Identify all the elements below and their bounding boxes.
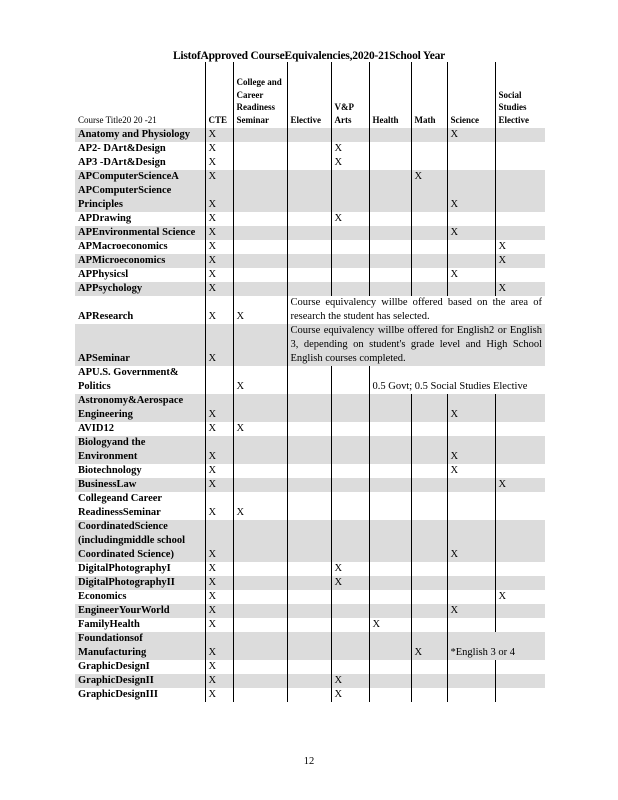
cell-ss xyxy=(495,618,545,632)
cell-math xyxy=(411,590,447,604)
cell-vpa xyxy=(331,282,369,296)
cell-math xyxy=(411,254,447,268)
cell-science: X xyxy=(447,604,495,618)
cell-elective xyxy=(287,688,331,702)
column-header: Math xyxy=(411,62,447,128)
cell-health xyxy=(369,674,411,688)
cell-health xyxy=(369,478,411,492)
cell-vpa xyxy=(331,366,369,394)
course-title: Biotechnology xyxy=(78,465,142,476)
course-title: EngineerYourWorld xyxy=(75,604,205,618)
course-title: CoordinatedScience (includingmiddle school Coordinated Science) xyxy=(75,520,205,562)
table-row xyxy=(75,464,545,478)
cell-health xyxy=(369,422,411,436)
cell-math xyxy=(411,688,447,702)
course-title: DigitalPhotographyI xyxy=(78,563,171,574)
table-row xyxy=(75,632,545,660)
cell-elective xyxy=(287,156,331,170)
cell-ccr xyxy=(233,212,287,226)
cell-sci_note: *English 3 or 4 xyxy=(447,632,545,660)
course-title: APU.S. Government& Politics xyxy=(78,367,179,392)
cell-health xyxy=(369,562,411,576)
cell-health xyxy=(369,212,411,226)
cell-ccr xyxy=(233,660,287,674)
cell-math xyxy=(411,394,447,422)
cell-vpa: X xyxy=(331,212,369,226)
cell-vpa: X xyxy=(331,576,369,590)
column-header: College and Career Readiness Seminar xyxy=(233,62,287,128)
cell-elective xyxy=(287,478,331,492)
cell-cte: X xyxy=(205,478,233,492)
header-row xyxy=(75,62,545,128)
cell-cte: X xyxy=(205,142,233,156)
cell-math xyxy=(411,226,447,240)
course-title: Foundationsof Manufacturing xyxy=(75,632,205,660)
cell-elective xyxy=(287,604,331,618)
cell-cte: X xyxy=(205,632,233,660)
cell-ss xyxy=(495,212,545,226)
cell-science xyxy=(447,422,495,436)
cell-cte: X xyxy=(205,156,233,170)
cell-health xyxy=(369,590,411,604)
cell-health xyxy=(369,128,411,142)
cell-ss xyxy=(495,436,545,464)
cell-ccr: X xyxy=(233,296,287,324)
cell-ccr xyxy=(233,632,287,660)
cell-health xyxy=(369,226,411,240)
cell-ccr xyxy=(233,268,287,282)
cell-vpa: X xyxy=(331,156,369,170)
table-row xyxy=(75,142,545,156)
cell-elective xyxy=(287,520,331,562)
cell-ss xyxy=(495,674,545,688)
cell-science: X xyxy=(447,520,495,562)
table-row xyxy=(75,436,545,464)
table-row xyxy=(75,520,545,562)
cell-vpa: X xyxy=(331,142,369,156)
cell-ss xyxy=(495,156,545,170)
table-row xyxy=(75,170,545,184)
cell-elective xyxy=(287,590,331,604)
column-header: Health xyxy=(369,62,411,128)
table-row xyxy=(75,296,545,324)
column-header: Science xyxy=(447,62,495,128)
course-title: APComputerScience Principles xyxy=(75,184,205,212)
cell-ccr xyxy=(233,324,287,366)
cell-cte: X xyxy=(205,394,233,422)
course-title: Biologyand the Environment xyxy=(75,436,205,464)
cell-ss xyxy=(495,520,545,562)
cell-ccr: X xyxy=(233,422,287,436)
cell-elective xyxy=(287,492,331,520)
cell-ccr: X xyxy=(233,366,287,394)
cell-elective xyxy=(287,366,331,394)
cell-ccr xyxy=(233,254,287,268)
course-title: GraphicDesignII xyxy=(75,674,205,688)
cell-elective xyxy=(287,618,331,632)
course-title: Collegeand Career ReadinessSeminar xyxy=(78,493,162,518)
cell-cte xyxy=(205,366,233,394)
cell-ss xyxy=(495,604,545,618)
cell-ccr xyxy=(233,590,287,604)
cell-health xyxy=(369,156,411,170)
cell-math xyxy=(411,212,447,226)
cell-note2: 0.5 Govt; 0.5 Social Studies Elective xyxy=(369,366,545,394)
cell-vpa xyxy=(331,590,369,604)
cell-science xyxy=(447,688,495,702)
cell-elective xyxy=(287,394,331,422)
page-number: 12 xyxy=(303,756,315,767)
cell-cte: X xyxy=(205,562,233,576)
table-row xyxy=(75,688,545,702)
cell-elective xyxy=(287,422,331,436)
table-row xyxy=(75,618,545,632)
cell-cte: X xyxy=(205,660,233,674)
table-row xyxy=(75,478,545,492)
document-title: ListofApproved CourseEquivalencies,2020-21School Year xyxy=(172,50,446,62)
cell-science xyxy=(447,478,495,492)
cell-ss xyxy=(495,562,545,576)
cell-health xyxy=(369,142,411,156)
cell-math xyxy=(411,604,447,618)
cell-elective xyxy=(287,268,331,282)
cell-ccr xyxy=(233,226,287,240)
cell-ccr xyxy=(233,688,287,702)
cell-vpa xyxy=(331,464,369,478)
cell-science: X xyxy=(447,394,495,422)
cell-ss xyxy=(495,492,545,520)
cell-cte: X xyxy=(205,268,233,282)
cell-ss: X xyxy=(495,254,545,268)
cell-health xyxy=(369,282,411,296)
cell-math xyxy=(411,618,447,632)
table-row xyxy=(75,268,545,282)
course-title: GraphicDesignI xyxy=(78,661,150,672)
course-title: APDrawing xyxy=(78,213,132,224)
cell-elective xyxy=(287,128,331,142)
cell-cte: X xyxy=(205,170,233,184)
cell-health xyxy=(369,492,411,520)
cell-vpa xyxy=(331,478,369,492)
cell-ccr xyxy=(233,156,287,170)
table-row xyxy=(75,576,545,590)
column-header: Social Studies Elective xyxy=(495,62,545,128)
table-row xyxy=(75,184,545,212)
cell-cte: X xyxy=(205,296,233,324)
cell-cte: X xyxy=(205,128,233,142)
cell-health xyxy=(369,184,411,212)
cell-ccr xyxy=(233,436,287,464)
course-title: AP3 -DArt&Design xyxy=(78,157,166,168)
cell-vpa xyxy=(331,520,369,562)
cell-ccr xyxy=(233,520,287,562)
cell-ccr xyxy=(233,618,287,632)
course-title: APComputerScienceA xyxy=(75,170,205,184)
cell-vpa xyxy=(331,436,369,464)
cell-health xyxy=(369,240,411,254)
cell-vpa: X xyxy=(331,674,369,688)
cell-math xyxy=(411,562,447,576)
cell-health xyxy=(369,268,411,282)
cell-vpa xyxy=(331,268,369,282)
cell-ccr xyxy=(233,170,287,184)
column-header: CTE xyxy=(205,62,233,128)
cell-cte: X xyxy=(205,520,233,562)
cell-science xyxy=(447,590,495,604)
table-row xyxy=(75,492,545,520)
table-row xyxy=(75,254,545,268)
cell-cte: X xyxy=(205,576,233,590)
cell-note: Course equivalency willbe offered for English2 or English 3, depending on student's grade level and High School English courses completed. xyxy=(287,324,545,366)
cell-ss xyxy=(495,170,545,184)
cell-science xyxy=(447,254,495,268)
cell-ccr xyxy=(233,184,287,212)
cell-vpa xyxy=(331,660,369,674)
cell-science xyxy=(447,170,495,184)
cell-cte: X xyxy=(205,674,233,688)
cell-elective xyxy=(287,576,331,590)
table-row xyxy=(75,324,545,366)
cell-science xyxy=(447,156,495,170)
cell-ccr xyxy=(233,562,287,576)
course-title: APPsychology xyxy=(75,282,205,296)
cell-health xyxy=(369,520,411,562)
cell-ss xyxy=(495,128,545,142)
cell-science: X xyxy=(447,436,495,464)
course-equivalency-table xyxy=(75,62,545,702)
column-header: V&P Arts xyxy=(331,62,369,128)
cell-ccr xyxy=(233,674,287,688)
cell-vpa xyxy=(331,632,369,660)
course-title: APEnvironmental Science xyxy=(75,226,205,240)
cell-elective xyxy=(287,660,331,674)
cell-vpa xyxy=(331,240,369,254)
cell-cte: X xyxy=(205,184,233,212)
cell-cte: X xyxy=(205,436,233,464)
cell-elective xyxy=(287,674,331,688)
cell-vpa xyxy=(331,618,369,632)
cell-ss: X xyxy=(495,478,545,492)
cell-science xyxy=(447,576,495,590)
cell-cte: X xyxy=(205,324,233,366)
cell-elective xyxy=(287,184,331,212)
cell-note: Course equivalency willbe offered based on the area of research the student has selected. xyxy=(287,296,545,324)
cell-math xyxy=(411,184,447,212)
cell-health xyxy=(369,660,411,674)
cell-health xyxy=(369,254,411,268)
course-title: Astronomy&Aerospace Engineering xyxy=(75,394,205,422)
cell-math xyxy=(411,282,447,296)
cell-math xyxy=(411,128,447,142)
table-row xyxy=(75,156,545,170)
course-title: APSeminar xyxy=(75,324,205,366)
cell-math xyxy=(411,142,447,156)
cell-ss xyxy=(495,142,545,156)
cell-vpa xyxy=(331,604,369,618)
cell-science: X xyxy=(447,268,495,282)
table-row xyxy=(75,240,545,254)
table-row xyxy=(75,128,545,142)
cell-science: X xyxy=(447,464,495,478)
table-row xyxy=(75,226,545,240)
cell-elective xyxy=(287,240,331,254)
cell-ss xyxy=(495,464,545,478)
cell-cte: X xyxy=(205,226,233,240)
course-title: APPhysicsl xyxy=(78,269,129,280)
course-title: Anatomy and Physiology xyxy=(75,128,205,142)
cell-vpa xyxy=(331,394,369,422)
cell-science: X xyxy=(447,226,495,240)
table-row xyxy=(75,422,545,436)
table-row xyxy=(75,590,545,604)
cell-science xyxy=(447,674,495,688)
cell-elective xyxy=(287,254,331,268)
course-title: Economics xyxy=(78,591,127,602)
cell-science xyxy=(447,618,495,632)
cell-science xyxy=(447,282,495,296)
cell-math: X xyxy=(411,632,447,660)
cell-science: X xyxy=(447,184,495,212)
cell-ccr xyxy=(233,240,287,254)
cell-ss xyxy=(495,688,545,702)
cell-science: X xyxy=(447,128,495,142)
table-row xyxy=(75,660,545,674)
cell-math xyxy=(411,576,447,590)
cell-ccr xyxy=(233,128,287,142)
cell-health xyxy=(369,394,411,422)
table-row xyxy=(75,674,545,688)
cell-science xyxy=(447,142,495,156)
course-title: FamilyHealth xyxy=(78,619,140,630)
course-title: APResearch xyxy=(78,311,134,322)
cell-cte: X xyxy=(205,254,233,268)
cell-ccr xyxy=(233,282,287,296)
cell-health xyxy=(369,170,411,184)
cell-ss: X xyxy=(495,240,545,254)
cell-health: X xyxy=(369,618,411,632)
cell-vpa xyxy=(331,128,369,142)
cell-vpa xyxy=(331,254,369,268)
table-row xyxy=(75,394,545,422)
cell-vpa: X xyxy=(331,562,369,576)
course-title: GraphicDesignIII xyxy=(78,689,158,700)
cell-math xyxy=(411,660,447,674)
table-row xyxy=(75,366,545,394)
cell-science xyxy=(447,212,495,226)
cell-vpa xyxy=(331,170,369,184)
cell-ccr xyxy=(233,464,287,478)
cell-health xyxy=(369,576,411,590)
cell-cte: X xyxy=(205,618,233,632)
table-row xyxy=(75,212,545,226)
cell-elective xyxy=(287,562,331,576)
cell-elective xyxy=(287,436,331,464)
cell-math xyxy=(411,520,447,562)
cell-ss: X xyxy=(495,282,545,296)
cell-ss xyxy=(495,576,545,590)
cell-cte: X xyxy=(205,492,233,520)
course-title: DigitalPhotographyII xyxy=(75,576,205,590)
cell-cte: X xyxy=(205,240,233,254)
cell-cte: X xyxy=(205,464,233,478)
cell-health xyxy=(369,604,411,618)
cell-elective xyxy=(287,226,331,240)
cell-ss xyxy=(495,268,545,282)
cell-ss: X xyxy=(495,590,545,604)
column-header: Elective xyxy=(287,62,331,128)
cell-cte: X xyxy=(205,604,233,618)
cell-math xyxy=(411,492,447,520)
cell-ss xyxy=(495,660,545,674)
course-title: AP2- DArt&Design xyxy=(78,143,166,154)
cell-ccr xyxy=(233,142,287,156)
cell-math xyxy=(411,464,447,478)
cell-ccr: X xyxy=(233,492,287,520)
cell-math xyxy=(411,674,447,688)
cell-vpa: X xyxy=(331,688,369,702)
cell-math xyxy=(411,240,447,254)
cell-ss xyxy=(495,184,545,212)
cell-elective xyxy=(287,170,331,184)
cell-cte: X xyxy=(205,212,233,226)
cell-math xyxy=(411,478,447,492)
cell-health xyxy=(369,436,411,464)
cell-cte: X xyxy=(205,422,233,436)
cell-vpa xyxy=(331,492,369,520)
cell-ccr xyxy=(233,478,287,492)
cell-elective xyxy=(287,212,331,226)
cell-cte: X xyxy=(205,688,233,702)
course-title: AVID12 xyxy=(78,423,114,434)
cell-elective xyxy=(287,632,331,660)
cell-science xyxy=(447,492,495,520)
table-row xyxy=(75,282,545,296)
cell-elective xyxy=(287,464,331,478)
cell-elective xyxy=(287,142,331,156)
table-row xyxy=(75,562,545,576)
table-row xyxy=(75,604,545,618)
cell-ss xyxy=(495,226,545,240)
cell-math: X xyxy=(411,170,447,184)
cell-health xyxy=(369,632,411,660)
cell-math xyxy=(411,436,447,464)
cell-ss xyxy=(495,394,545,422)
cell-vpa xyxy=(331,422,369,436)
cell-science xyxy=(447,660,495,674)
cell-ccr xyxy=(233,604,287,618)
course-title: APMacroeconomics xyxy=(78,241,168,252)
cell-health xyxy=(369,688,411,702)
cell-cte: X xyxy=(205,590,233,604)
column-header: Course Title20 20 -21 xyxy=(78,114,157,125)
cell-math xyxy=(411,156,447,170)
cell-science xyxy=(447,240,495,254)
cell-elective xyxy=(287,282,331,296)
cell-ccr xyxy=(233,394,287,422)
cell-vpa xyxy=(331,184,369,212)
course-title: BusinessLaw xyxy=(75,478,205,492)
cell-vpa xyxy=(331,226,369,240)
cell-ccr xyxy=(233,576,287,590)
cell-science xyxy=(447,562,495,576)
cell-cte: X xyxy=(205,282,233,296)
course-title: APMicroeconomics xyxy=(75,254,205,268)
cell-health xyxy=(369,464,411,478)
cell-math xyxy=(411,422,447,436)
cell-ss xyxy=(495,422,545,436)
cell-math xyxy=(411,268,447,282)
